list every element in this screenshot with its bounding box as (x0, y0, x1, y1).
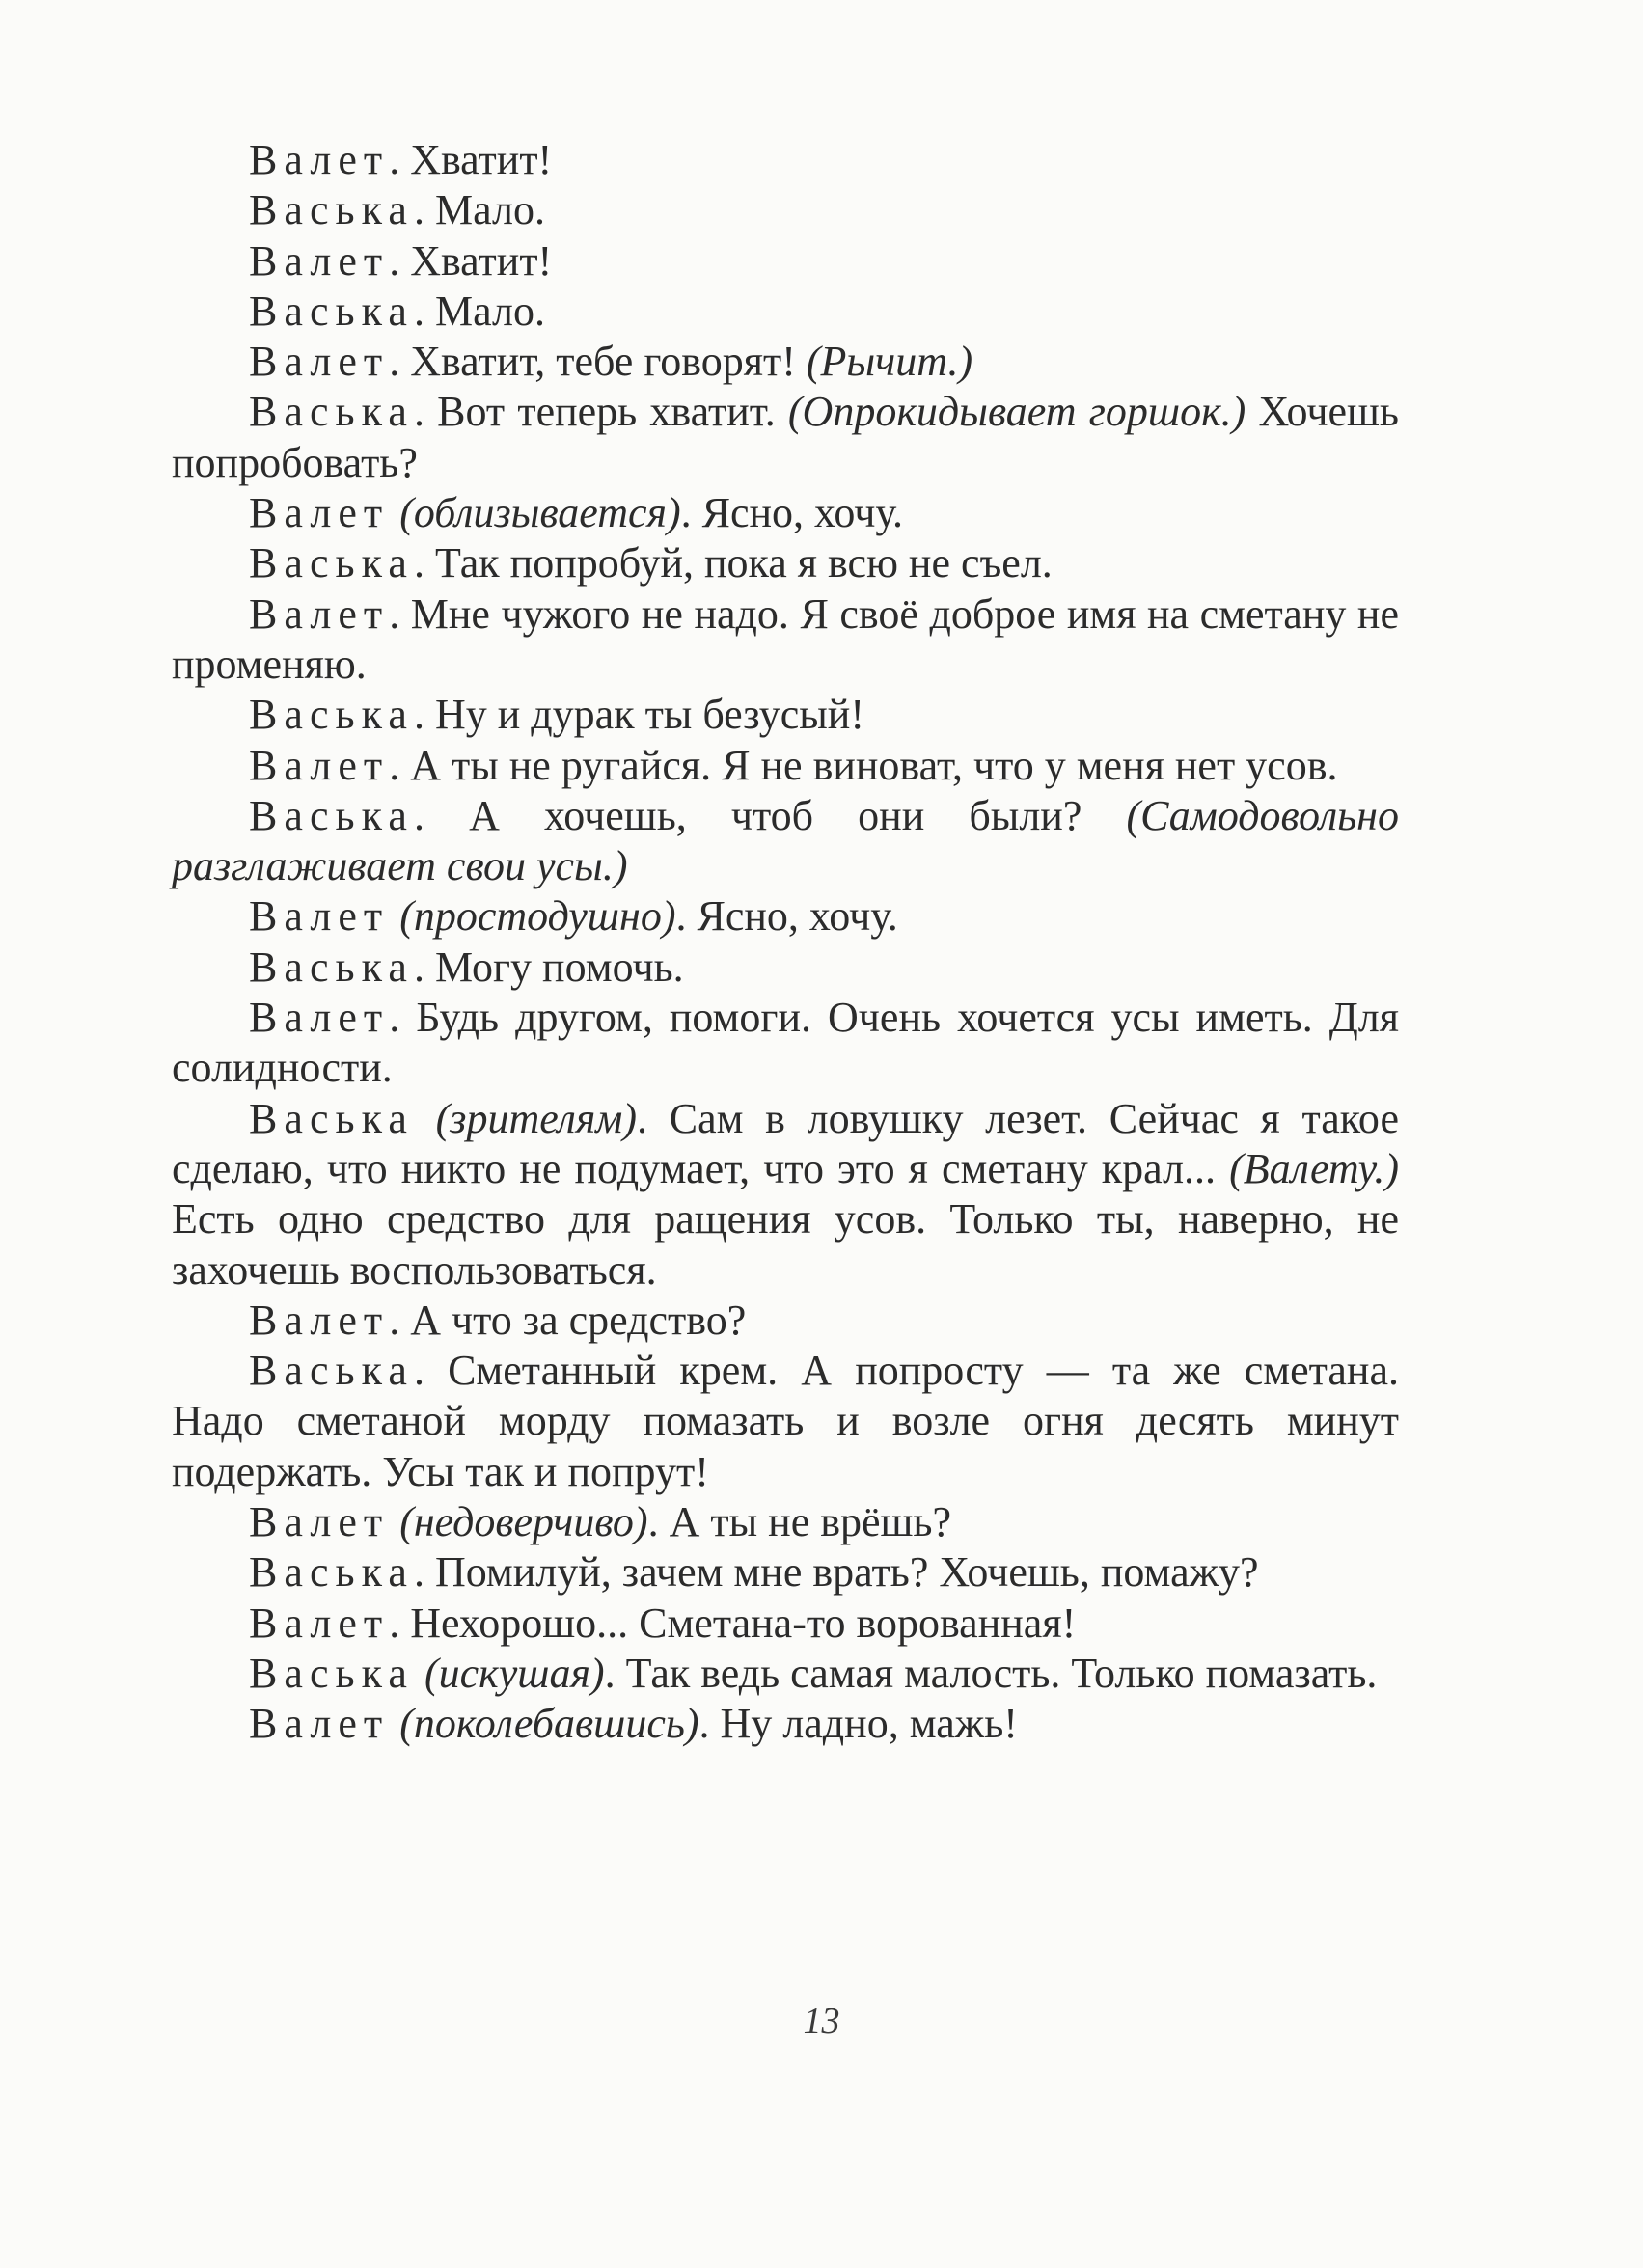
line-text: . А ты не врёшь? (647, 1498, 952, 1546)
dialogue-line (172, 1649, 1399, 1699)
speaker-name: Валет (249, 741, 390, 789)
line-text: . А что за средство? (389, 1296, 747, 1344)
line-text: . Так ведь самая малость. Только помазать. (604, 1649, 1378, 1697)
stage-direction: (облизывается) (389, 489, 681, 537)
stage-direction: (простодушно) (389, 892, 676, 941)
speaker-name: Валет (249, 1296, 390, 1344)
dialogue-line (172, 993, 1399, 1094)
dialogue-line (172, 690, 1399, 740)
line-text: . Хватит! (389, 236, 553, 285)
line-text: . Могу помочь. (413, 943, 684, 991)
speaker-name: Васька (249, 1649, 414, 1697)
line-text: . Хватит, тебе говорят! (389, 338, 807, 386)
dialogue-line (172, 1547, 1399, 1598)
dialogue-line (172, 488, 1399, 538)
dialogue-line (172, 135, 1399, 185)
line-text: . Нехорошо... Сметана-то ворованная! (389, 1599, 1077, 1647)
dialogue-line (172, 1346, 1399, 1497)
dialogue-line (172, 287, 1399, 337)
dialogue-line (172, 236, 1399, 287)
line-text: . Ясно, хочу. (680, 489, 903, 537)
stage-direction: (Рычит.) (806, 338, 973, 386)
dialogue-line (172, 387, 1399, 488)
speaker-name: Васька (249, 539, 414, 587)
line-text: . Ну ладно, мажь! (698, 1700, 1018, 1748)
line-text: . Мне чужого не надо. Я своё доброе имя на сметану не променяю. (172, 589, 1399, 688)
line-text-continued: Хочешь попробовать? (172, 388, 1399, 486)
play-dialogue (172, 135, 1399, 1750)
speaker-name: Васька (249, 1548, 414, 1597)
dialogue-line (172, 337, 1399, 387)
dialogue-line (172, 1497, 1399, 1547)
stage-direction: (искушая) (413, 1649, 605, 1697)
line-text: . Мало. (413, 287, 545, 335)
speaker-name: Васька (249, 388, 414, 436)
line-text: . Ну и дурак ты безусый! (413, 691, 864, 739)
speaker-name: Васька (249, 186, 414, 234)
line-text: . Вот теперь хватит. (413, 388, 788, 436)
speaker-name: Валет (249, 994, 390, 1042)
line-text: . Будь другом, помоги. Очень хочется усы иметь. Для солидности. (172, 994, 1399, 1092)
dialogue-line (172, 1094, 1399, 1296)
line-text: . Хватит! (389, 136, 553, 183)
speaker-name: Васька (249, 943, 414, 991)
speaker-name: Валет (249, 489, 390, 537)
line-text: . Помилуй, зачем мне врать? Хочешь, помажу? (413, 1548, 1259, 1597)
speaker-name: Валет (249, 1498, 390, 1546)
stage-direction: (Самодовольно разглаживает свои усы.) (172, 791, 1399, 890)
line-text: . Сам в ловушку лезет. Сейчас я такое сделаю, что никто не подумает, что это я сметану крал... (172, 1094, 1399, 1192)
stage-direction: (поколебавшись) (389, 1700, 699, 1748)
dialogue-line (172, 1296, 1399, 1346)
line-text: . А ты не ругайся. Я не виноват, что у меня нет усов. (389, 741, 1338, 789)
dialogue-line (172, 891, 1399, 942)
speaker-name: Валет (249, 1700, 390, 1748)
stage-direction: (недоверчиво) (389, 1498, 648, 1546)
line-text: . Сметанный крем. А попросту — та же сметана. Надо сметаной морду помазать и возле огня десять минут подержать. Усы так и попрут! (172, 1347, 1399, 1495)
dialogue-line (172, 1699, 1399, 1749)
stage-direction: (зрителям) (413, 1094, 638, 1142)
line-text: . А хочешь, чтоб они были? (413, 791, 1127, 839)
dialogue-line (172, 943, 1399, 993)
dialogue-line (172, 1599, 1399, 1649)
line-text-continued: Есть одно средство для ращения усов. Только ты, наверно, не захочешь воспользоваться. (172, 1195, 1399, 1294)
speaker-name: Валет (249, 892, 390, 941)
speaker-name: Валет (249, 1599, 390, 1647)
dialogue-line (172, 589, 1399, 691)
speaker-name: Васька (249, 1094, 414, 1142)
page-number: 13 (803, 2001, 840, 2041)
speaker-name: Валет (249, 236, 390, 285)
speaker-name: Васька (249, 691, 414, 739)
dialogue-line (172, 791, 1399, 892)
speaker-name: Валет (249, 136, 390, 183)
dialogue-line (172, 538, 1399, 588)
speaker-name: Валет (249, 589, 390, 638)
stage-direction: (Опрокидывает горшок.) (787, 388, 1246, 436)
stage-direction: (Валету.) (1229, 1144, 1399, 1192)
dialogue-line (172, 185, 1399, 235)
line-text: . Так попробуй, пока я всю не съел. (413, 539, 1053, 587)
line-text: . Ясно, хочу. (675, 892, 898, 941)
speaker-name: Васька (249, 1347, 414, 1395)
speaker-name: Васька (249, 287, 414, 335)
speaker-name: Васька (249, 791, 414, 839)
speaker-name: Валет (249, 338, 390, 386)
line-text: . Мало. (413, 186, 545, 234)
dialogue-line (172, 741, 1399, 791)
